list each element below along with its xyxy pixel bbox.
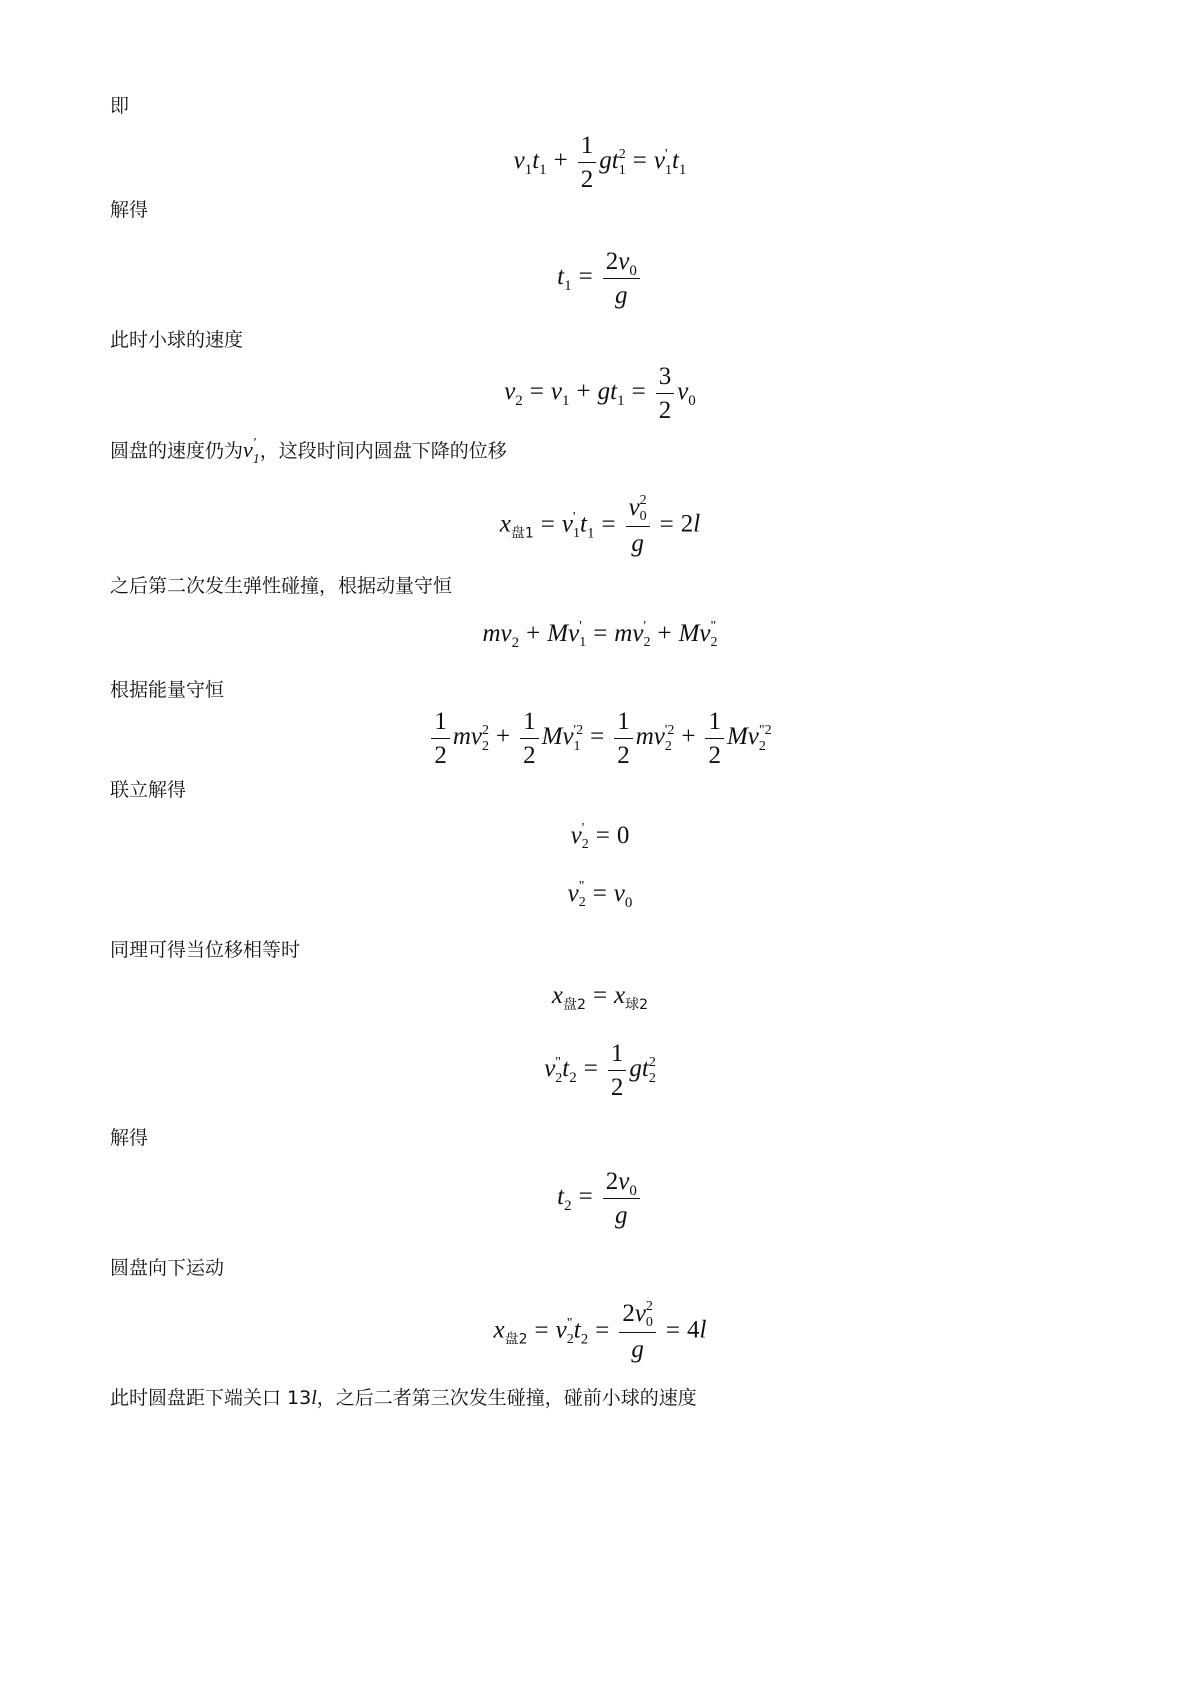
text-disk-speed-a: 圆盘的速度仍为: [110, 440, 244, 462]
sub-pan1: 盘1: [510, 525, 534, 542]
text-second-collision: 之后第二次发生弹性碰撞，根据动量守恒: [110, 575, 453, 597]
text-third-collision-a: 此时圆盘距下端关口 13: [110, 1387, 312, 1409]
equation-2: $t_1$ = $\frac{2v_0}{g}$: [0, 248, 1200, 309]
text-energy: 根据能量守恒: [110, 679, 225, 701]
text-third-collision: [110, 1384, 697, 1412]
equation-1: $v_1t_1$ + $\frac{1}{2}$ gt 2 1 = v ' 1 $t_1$: [513, 132, 687, 193]
sub-pan2-b: 盘2: [504, 1331, 528, 1348]
equation-9: $x_{盘2} = x_{球2}$: [551, 982, 649, 1013]
sub-pan2: 盘2: [563, 997, 586, 1013]
equation-7: v ' 2 = 0: [570, 821, 630, 853]
equation-10: v " 2 $t_2$ = $\frac{1}{2}$ gt 2 2: [544, 1040, 656, 1101]
equation-12: $x_{盘2} = v$ " 2 $t_2$ = 2v 2 0 g = 4l: [493, 1299, 707, 1364]
text-ball-speed: 此时小球的速度: [110, 329, 244, 351]
inline-v1-prime: v ' 1: [243, 435, 260, 467]
text-disk-speed-b: ，这段时间内圆盘下降的位移: [259, 440, 507, 462]
text-tongli: 同理可得当位移相等时: [110, 939, 301, 961]
text-ji: 即: [110, 95, 130, 117]
text-disk-down: 圆盘向下运动: [110, 1257, 225, 1279]
text-jiede-1: 解得: [110, 199, 149, 221]
equation-11: $t_2$ = $\frac{2v_0}{g}$: [0, 1168, 1200, 1229]
text-third-collision-l: l: [311, 1387, 317, 1409]
equation-6: $\frac{1}{2}$ mv 2 2 + $\frac{1}{2}$ Mv '2 1 = $\frac{1}{2}$ mv '2 2 + $\frac{1}{2}$ Mv "2 2: [0, 708, 1200, 769]
equation-5: $mv_2 + Mv$ ' 1 = mv ' 2 + Mv " 2: [482, 619, 718, 651]
equation-3: $v_2 = v_1 + gt_1$ = $\frac{3}{2}$ $v_0$: [504, 363, 696, 424]
text-third-collision-c: ，之后二者第三次发生碰撞，碰前小球的速度: [316, 1387, 697, 1409]
equation-8: v " 2 = $v_0$: [567, 879, 633, 911]
text-jiede-2: 解得: [110, 1127, 149, 1149]
text-lianli: 联立解得: [110, 779, 187, 801]
sub-ball2: 球2: [625, 997, 649, 1013]
equation-4: $x_{盘1} = v$ ' 1 $t_1$ = v 2 0 g = 2l: [499, 493, 701, 558]
text-disk-speed: [110, 436, 507, 467]
